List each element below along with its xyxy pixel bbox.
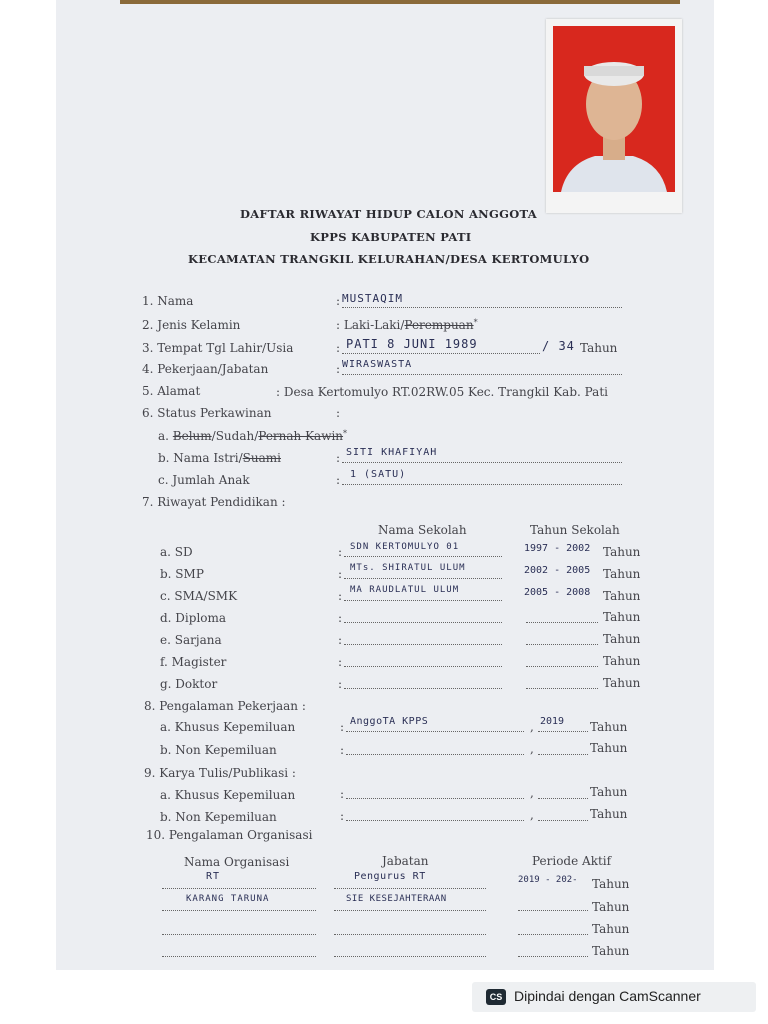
dotted-line [342, 484, 622, 485]
khusus-kepemiluan-label: a. Khusus Kepemiluan [160, 720, 296, 734]
tahun-label: Tahun [590, 785, 628, 799]
dotted-line [538, 731, 588, 732]
comma: , [530, 786, 534, 800]
colon: : [340, 743, 345, 757]
col-nama-organisasi: Nama Organisasi [184, 855, 290, 869]
dotted-line [344, 688, 502, 689]
dotted-line [518, 956, 588, 957]
colon: : [338, 677, 343, 691]
row-nama: MA RAUDLATUL ULUM [350, 585, 460, 595]
colon: : [336, 451, 341, 465]
anak-value: 1 (SATU) [350, 469, 407, 480]
colon: : [340, 720, 345, 734]
tahun-label: Tahun [603, 567, 641, 581]
dotted-line [334, 910, 486, 911]
tahun-label: Tahun [603, 654, 641, 668]
dotted-line [344, 578, 502, 579]
applicant-photo [546, 19, 682, 213]
row-label: b. SMP [160, 567, 204, 581]
pengalaman-pekerjaan-label: 8. Pengalaman Pekerjaan : [144, 699, 306, 713]
dotted-line [342, 462, 622, 463]
status-label: 6. Status Perkawinan [142, 406, 272, 420]
dotted-line [518, 910, 588, 911]
karya-tulis-label: 9. Karya Tulis/Publikasi : [144, 766, 296, 780]
org-nama: RT [206, 871, 221, 882]
row-tahun: 2002 - 2005 [524, 565, 591, 576]
col-jabatan: Jabatan [382, 854, 429, 868]
comma: , [530, 808, 534, 822]
dotted-line [518, 934, 588, 935]
row-label: f. Magister [160, 655, 227, 669]
row-label: e. Sarjana [160, 633, 222, 647]
dotted-line [346, 798, 524, 799]
tahun-label: Tahun [590, 720, 628, 734]
dotted-line [162, 934, 316, 935]
status-a: a. Belum/Sudah/Pernah Kawin* [158, 429, 348, 443]
karya-non-label: b. Non Kepemiluan [160, 810, 277, 824]
dotted-line [526, 622, 598, 623]
anak-label: c. Jumlah Anak [158, 473, 250, 487]
comma: , [530, 720, 534, 734]
colon: : [338, 589, 343, 603]
non-kepemiluan-label: b. Non Kepemiluan [160, 743, 277, 757]
colon: : [338, 611, 343, 625]
row-nama: SDN KERTOMULYO 01 [350, 542, 460, 552]
row-label: g. Doktor [160, 677, 218, 691]
karya-khusus-label: a. Khusus Kepemiluan [160, 788, 296, 802]
colon: : [336, 294, 341, 308]
tahun-label: Tahun [603, 589, 641, 603]
colon: : [338, 655, 343, 669]
dotted-line [346, 820, 524, 821]
dotted-line [344, 622, 502, 623]
tahun-label: Tahun [592, 877, 630, 891]
dotted-line [538, 754, 588, 755]
khusus-kepemiluan-tahun: 2019 [540, 716, 565, 727]
dotted-line [334, 934, 486, 935]
comma: , [530, 742, 534, 756]
camscanner-watermark [472, 982, 756, 1012]
dotted-line [346, 731, 524, 732]
org-jabatan: Pengurus RT [354, 871, 426, 882]
istri-label: b. Nama Istri/Suami [158, 451, 281, 465]
tahun-label: Tahun [603, 632, 641, 646]
org-nama: KARANG TARUNA [186, 894, 270, 904]
pekerjaan-value: WIRASWASTA [342, 359, 413, 370]
organisasi-label: 10. Pengalaman Organisasi [146, 828, 313, 842]
top-edge-strip [120, 0, 680, 4]
dotted-line [344, 556, 502, 557]
colon: : [336, 341, 341, 355]
row-label: d. Diploma [160, 611, 227, 625]
tahun-label: Tahun [592, 922, 630, 936]
row-label: c. SMA/SMK [160, 589, 238, 603]
row-tahun: 2005 - 2008 [524, 587, 591, 598]
row-label: a. SD [160, 545, 193, 559]
colon: : [338, 633, 343, 647]
tahun-label: Tahun [592, 944, 630, 958]
tahun-label: Tahun [603, 545, 641, 559]
camscanner-text: Dipindai dengan CamScanner [514, 988, 701, 1004]
dotted-line [342, 353, 540, 354]
colon: : [336, 473, 341, 487]
dotted-line [346, 754, 524, 755]
istri-value: SITI KHAFIYAH [346, 447, 438, 458]
dotted-line [162, 888, 316, 889]
colon: : [340, 809, 345, 823]
jk-value: : Laki-Laki/Perempuan* [336, 318, 478, 332]
col-nama-sekolah: Nama Sekolah [378, 523, 467, 537]
title-line-2: KPPS KABUPATEN PATI [310, 230, 472, 244]
ttl-value: PATI 8 JUNI 1989 [346, 337, 478, 351]
title-line-3: KECAMATAN TRANGKIL KELURAHAN/DESA KERTOMULYO [188, 252, 590, 266]
dotted-line [334, 888, 486, 889]
col-tahun-sekolah: Tahun Sekolah [530, 523, 620, 537]
row-tahun: 1997 - 2002 [524, 543, 591, 554]
org-periode: 2019 - 202- [518, 875, 578, 885]
camscanner-logo-icon: CS [486, 989, 506, 1005]
alamat-label: 5. Alamat [142, 384, 201, 398]
dotted-line [334, 956, 486, 957]
title-line-1: DAFTAR RIWAYAT HIDUP CALON ANGGOTA [240, 207, 538, 221]
row-nama: MTs. SHIRATUL ULUM [350, 563, 466, 573]
nama-value: MUSTAQIM [342, 292, 403, 305]
dotted-line [344, 644, 502, 645]
dotted-line [538, 798, 588, 799]
dotted-line [344, 666, 502, 667]
tahun-label: Tahun [603, 610, 641, 624]
dotted-line [526, 644, 598, 645]
dotted-line [526, 666, 598, 667]
tahun-label: Tahun [590, 741, 628, 755]
org-jabatan: SIE KESEJAHTERAAN [346, 894, 447, 904]
dotted-line [526, 688, 598, 689]
col-periode: Periode Aktif [532, 854, 612, 868]
colon: : [338, 567, 343, 581]
dotted-line [162, 956, 316, 957]
pekerjaan-label: 4. Pekerjaan/Jabatan [142, 362, 269, 376]
ttl-label: 3. Tempat Tgl Lahir/Usia [142, 341, 294, 355]
alamat-value: : Desa Kertomulyo RT.02RW.05 Kec. Trangkil Kab. Pati [276, 385, 608, 399]
tahun-label: Tahun [580, 341, 618, 355]
colon: : [336, 362, 341, 376]
colon: : [340, 787, 345, 801]
dotted-line [344, 600, 502, 601]
dotted-line [162, 910, 316, 911]
colon: : [336, 406, 341, 420]
tahun-label: Tahun [603, 676, 641, 690]
usia-value: / 34 [542, 339, 575, 353]
tahun-label: Tahun [590, 807, 628, 821]
dotted-line [342, 374, 622, 375]
dotted-line [342, 307, 622, 308]
pendidikan-label: 7. Riwayat Pendidikan : [142, 495, 286, 509]
nama-label: 1. Nama [142, 294, 194, 308]
jk-label: 2. Jenis Kelamin [142, 318, 241, 332]
dotted-line [538, 820, 588, 821]
colon: : [338, 545, 343, 559]
khusus-kepemiluan-value: AnggoTA KPPS [350, 716, 429, 727]
tahun-label: Tahun [592, 900, 630, 914]
